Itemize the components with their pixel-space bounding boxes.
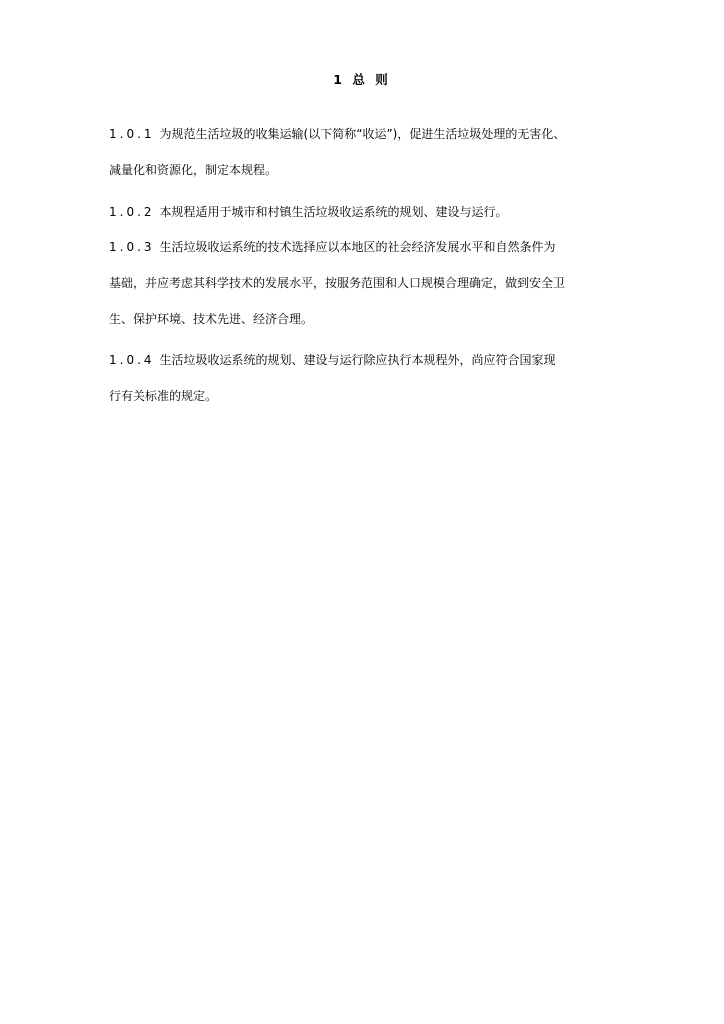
clause-line: [109, 265, 609, 301]
clause-number: 1.0.4: [109, 353, 155, 367]
clause-text: 行有关标准的规定。: [109, 389, 218, 403]
clause-1-0-2: [109, 194, 609, 230]
clause-text: 生、保护环境、技术先进、经济合理。: [109, 312, 314, 326]
clause-text: 生活垃圾收运系统的规划、建设与运行除应执行本规程外，尚应符合国家现: [159, 353, 556, 367]
clause-1-0-3: [109, 229, 609, 337]
clause-text: 本规程适用于城市和村镇生活垃圾收运系统的规划、建设与运行。: [159, 205, 508, 219]
clause-text: 为规范生活垃圾的收集运输(以下简称“收运”)，促进生活垃圾处理的无害化、: [159, 127, 566, 141]
clause-line: [109, 301, 609, 337]
clause-text: 减量化和资源化，制定本规程。: [109, 163, 278, 177]
clause-line: [109, 378, 609, 414]
clause-line: [109, 152, 609, 188]
section-title: 1 总 则: [333, 72, 391, 87]
clause-1-0-1: [109, 116, 609, 188]
clause-line: [109, 116, 609, 152]
clause-1-0-4: [109, 342, 609, 414]
clause-number: 1.0.2: [109, 205, 155, 219]
clause-text: 基础，并应考虑其科学技术的发展水平，按服务范围和人口规模合理确定，做到安全卫: [109, 276, 566, 290]
clause-line: [109, 342, 609, 378]
clause-number: 1.0.3: [109, 240, 155, 254]
clause-line: [109, 194, 609, 230]
clause-number: 1.0.1: [109, 127, 155, 141]
clause-text: 生活垃圾收运系统的技术选择应以本地区的社会经济发展水平和自然条件为: [159, 240, 556, 254]
clause-line: [109, 229, 609, 265]
